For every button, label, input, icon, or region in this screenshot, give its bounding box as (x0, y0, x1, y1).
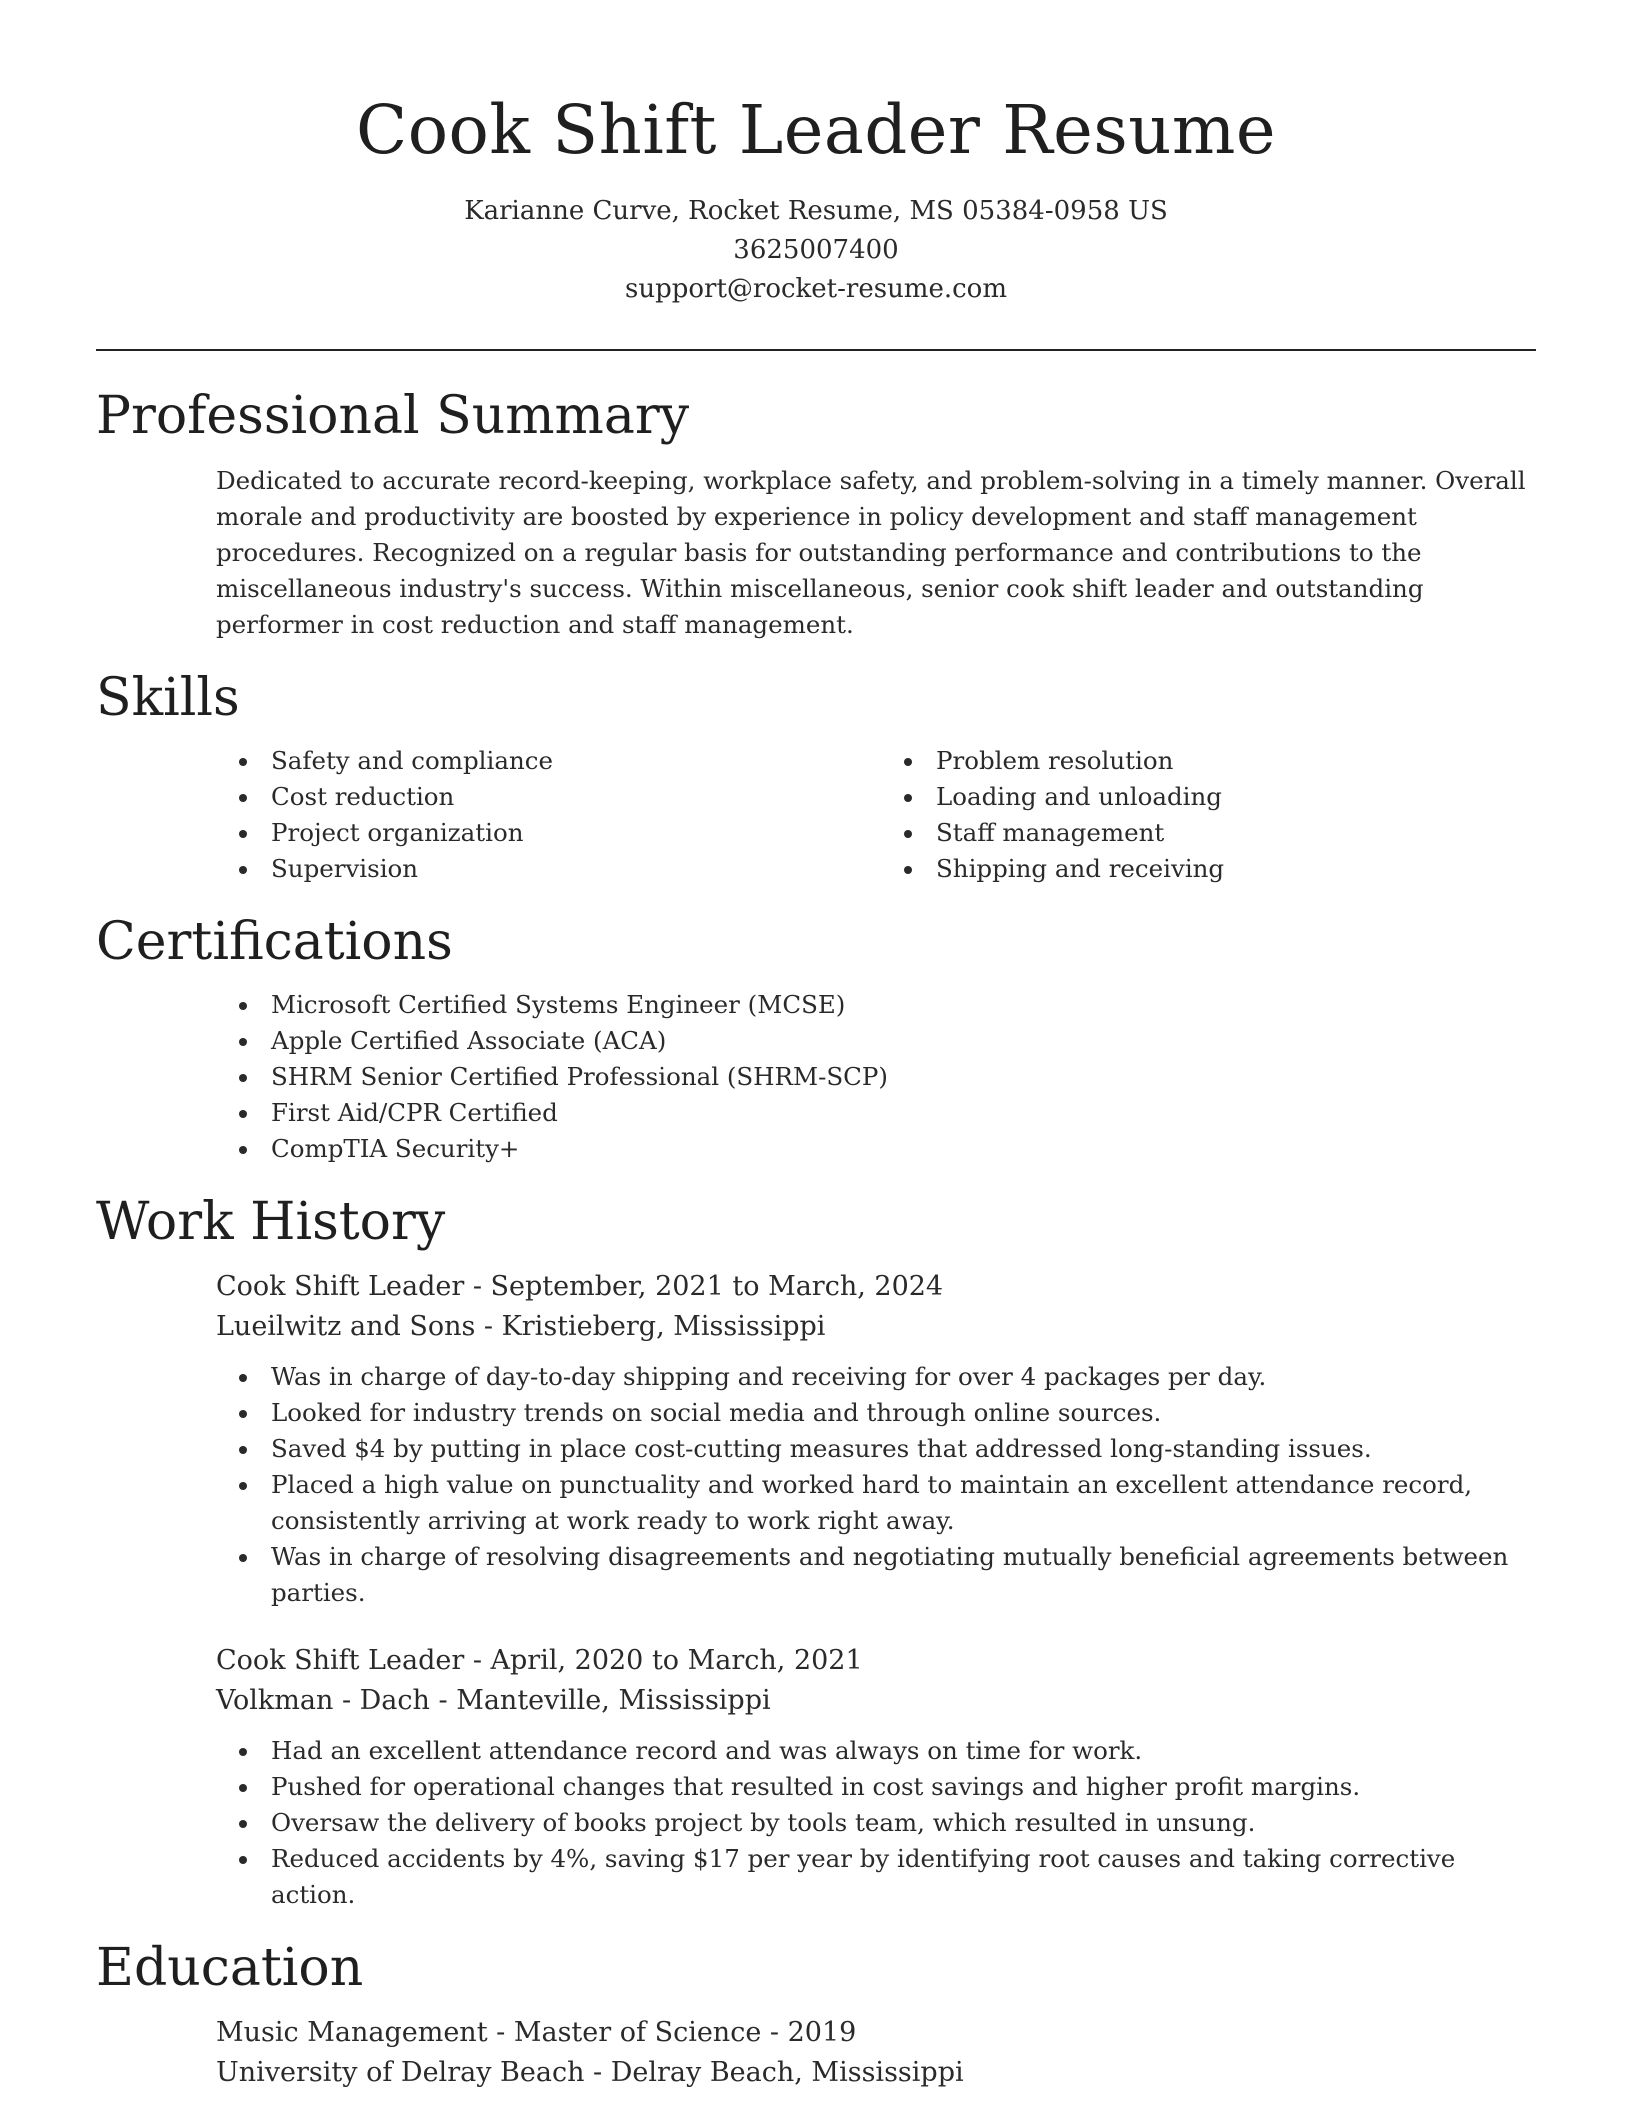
list-item: • Apple Certified Associate (ACA) (261, 1023, 1536, 1059)
education-section (96, 1937, 1536, 2093)
resume-header (96, 0, 1536, 309)
education-degree-line: Music Management - Master of Science - 2019 (216, 2017, 857, 2048)
job-entry (96, 1641, 1536, 1913)
certifications-list (96, 987, 1536, 1167)
list-item: • Had an excellent attendance record and was always on time for work. (261, 1733, 1536, 1769)
education-school-line: University of Delray Beach - Delray Beach, Mississippi (216, 2057, 964, 2088)
list-item: • Was in charge of resolving disagreements and negotiating mutually beneficial agreements between parties. (261, 1539, 1536, 1611)
job-bullets (96, 1733, 1536, 1913)
list-item: • SHRM Senior Certified Professional (SHRM-SCP) (261, 1059, 1536, 1095)
summary-heading: Professional Summary (96, 386, 690, 446)
skills-grid (96, 743, 1536, 887)
list-item: • Reduced accidents by 4%, saving $17 per year by identifying root causes and taking corrective action. (261, 1841, 1536, 1913)
list-item: • CompTIA Security+ (261, 1131, 1536, 1167)
list-item: • Shipping and receiving (926, 851, 1224, 887)
list-item: • Cost reduction (261, 779, 911, 815)
list-item: • Supervision (261, 851, 911, 887)
job-company-line: Volkman - Dach - Manteville, Mississippi (216, 1685, 771, 1716)
skills-section (96, 667, 1536, 887)
contact-block (96, 192, 1536, 309)
job-title-line: Cook Shift Leader - September, 2021 to March, 2024 (216, 1271, 944, 1302)
list-item: • Problem resolution (926, 743, 1224, 779)
contact-address: Karianne Curve, Rocket Resume, MS 05384-0958 US (464, 196, 1168, 226)
certifications-heading: Certifications (96, 912, 453, 972)
summary-text: Dedicated to accurate record-keeping, workplace safety, and problem-solving in a timely manner. Overall morale and productivity are boosted by experience in policy development and staff management procedures. Recognized on a regular basis for outstanding performance and contributions to the miscellaneous industry's success. Within miscellaneous, senior cook shift leader and outstanding performer in cost reduction and staff management. (216, 466, 1526, 639)
list-item: • Looked for industry trends on social media and through online sources. (261, 1395, 1536, 1431)
list-item: • Microsoft Certified Systems Engineer (MCSE) (261, 987, 1536, 1023)
skills-right-list (911, 743, 1224, 887)
certifications-section (96, 911, 1536, 1167)
skills-left-list (96, 743, 911, 887)
list-item: • First Aid/CPR Certified (261, 1095, 1536, 1131)
job-title-line: Cook Shift Leader - April, 2020 to March, 2021 (216, 1645, 863, 1676)
contact-phone: 3625007400 (733, 235, 899, 265)
education-heading: Education (96, 1938, 364, 1998)
education-entry (96, 2013, 1536, 2093)
resume-title: Cook Shift Leader Resume (355, 91, 1277, 169)
job-company-line: Lueilwitz and Sons - Kristieberg, Mississippi (216, 1311, 826, 1342)
list-item: • Saved $4 by putting in place cost-cutting measures that addressed long-standing issues. (261, 1431, 1536, 1467)
work-section (96, 1191, 1536, 1913)
work-heading: Work History (96, 1192, 446, 1252)
list-item: • Oversaw the delivery of books project by tools team, which resulted in unsung. (261, 1805, 1536, 1841)
job-entry (96, 1267, 1536, 1611)
list-item: • Loading and unloading (926, 779, 1224, 815)
header-divider (96, 349, 1536, 351)
list-item: • Safety and compliance (261, 743, 911, 779)
summary-section (96, 385, 1536, 643)
list-item: • Placed a high value on punctuality and worked hard to maintain an excellent attendance record, consistently arriving at work ready to work right away. (261, 1467, 1536, 1539)
list-item: • Was in charge of day-to-day shipping and receiving for over 4 packages per day. (261, 1359, 1536, 1395)
job-bullets (96, 1359, 1536, 1611)
list-item: • Pushed for operational changes that resulted in cost savings and higher profit margins. (261, 1769, 1536, 1805)
list-item: • Staff management (926, 815, 1224, 851)
list-item: • Project organization (261, 815, 911, 851)
contact-email: support@rocket-resume.com (624, 274, 1007, 304)
skills-heading: Skills (96, 668, 240, 728)
